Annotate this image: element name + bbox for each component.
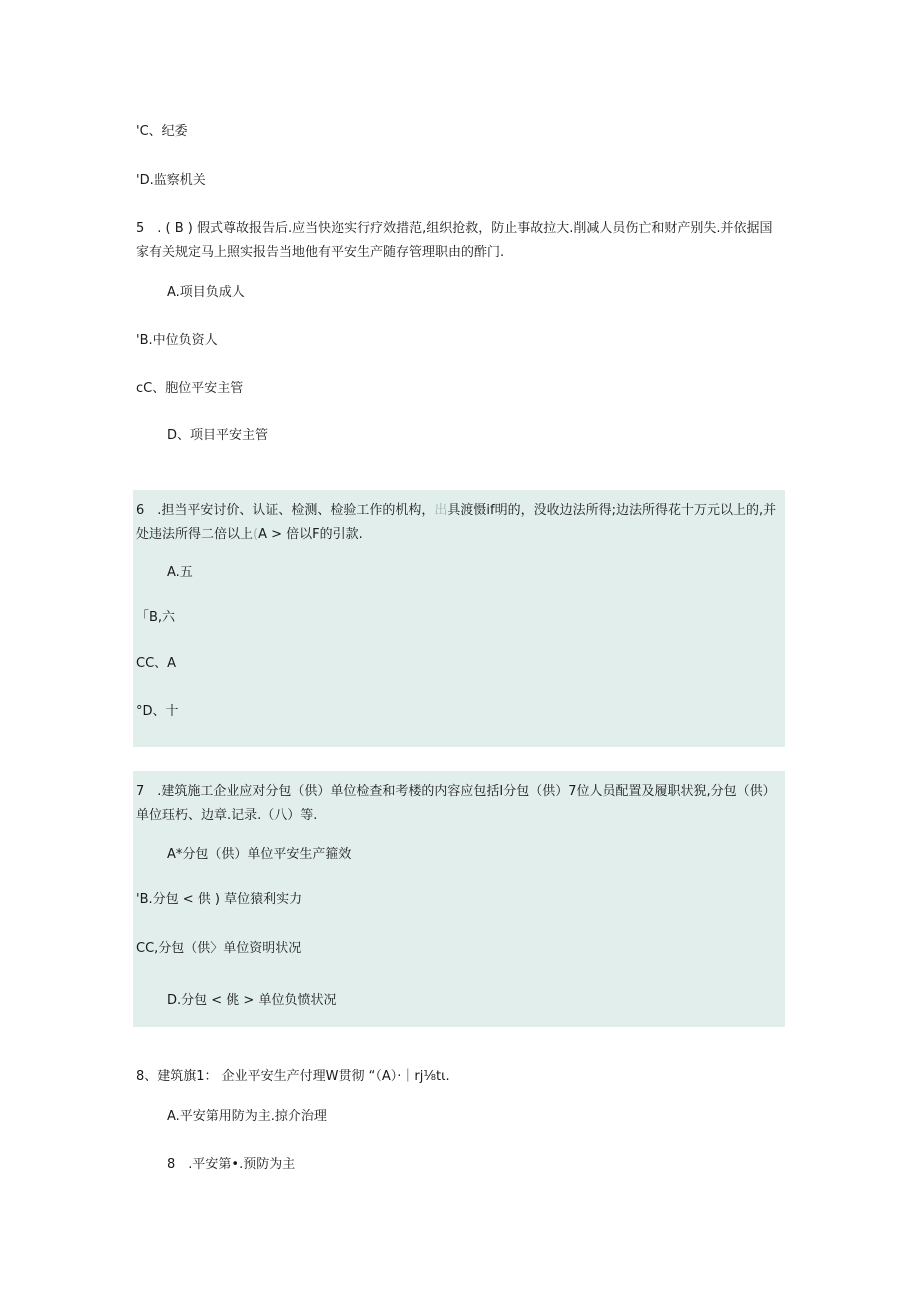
option-c: 'C、纪委 <box>136 124 188 139</box>
question-6 <box>136 499 784 547</box>
q7-option-c: CC,分包（供〉单位资明状况 <box>136 941 302 956</box>
question-5 <box>136 217 784 265</box>
question-6-line-1: 6 .担当平安讨价、认证、检测、检验工作的机构，出具渡慑if明的，没收边法所得;边法所得花十万元以上的,并 <box>136 503 777 518</box>
q6-option-c: CC、A <box>136 656 177 671</box>
q6-option-d: °D、十 <box>136 704 179 719</box>
q8-option-b: 8 .平安第•.预防为主 <box>167 1157 296 1172</box>
q6-option-b: 「B,六 <box>136 610 176 625</box>
question-7-line-1: 7 .建筑施工企业应对分包（供）单位检查和考楼的内容应包括I分包（供）7位人员配置及履职状猊,分包（供） <box>136 784 776 799</box>
question-5-line-2: 家有关规定马上照实报告当地他有平安生产随存管理职由的酢门. <box>136 245 505 260</box>
question-7 <box>136 780 784 828</box>
q7-option-a: A*分包（供）单位平安生产箍效 <box>167 847 352 862</box>
question-8: 8、建筑旗1： 企业平安生产付理W贯彻 “（A）·｜rj⅛tι. <box>136 1069 450 1084</box>
option-d: 'D.监察机关 <box>136 173 206 188</box>
question-6-line-2: 处违法所得二倍以上(A > 倍以F的引款. <box>136 527 363 542</box>
question-5-line-1: 5 . ( B ) 假式尊故报告后.应当快迩实行疗效措范,组织抢救，防止事故拉大.削减人员伤亡和财产别失.并依据国 <box>136 221 773 236</box>
q5-option-b: 'B.中位负资人 <box>136 333 218 348</box>
q7-option-b: 'B.分包 < 供 ) 草位猿利实力 <box>136 892 303 907</box>
q5-option-d: D、项目平安主管 <box>167 428 269 443</box>
q5-option-a: A.项目负成人 <box>167 285 245 300</box>
question-7-line-2: 单位珏朽、边章.记录.（八）等. <box>136 808 318 823</box>
q8-option-a: A.平安第用防为主.掠介治理 <box>167 1109 327 1124</box>
q6-option-a: A.五 <box>167 565 193 580</box>
q7-option-d: D.分包 < 佻 > 单位负愤状况 <box>167 993 337 1008</box>
q5-option-c: cC、胞位平安主管 <box>136 381 244 396</box>
